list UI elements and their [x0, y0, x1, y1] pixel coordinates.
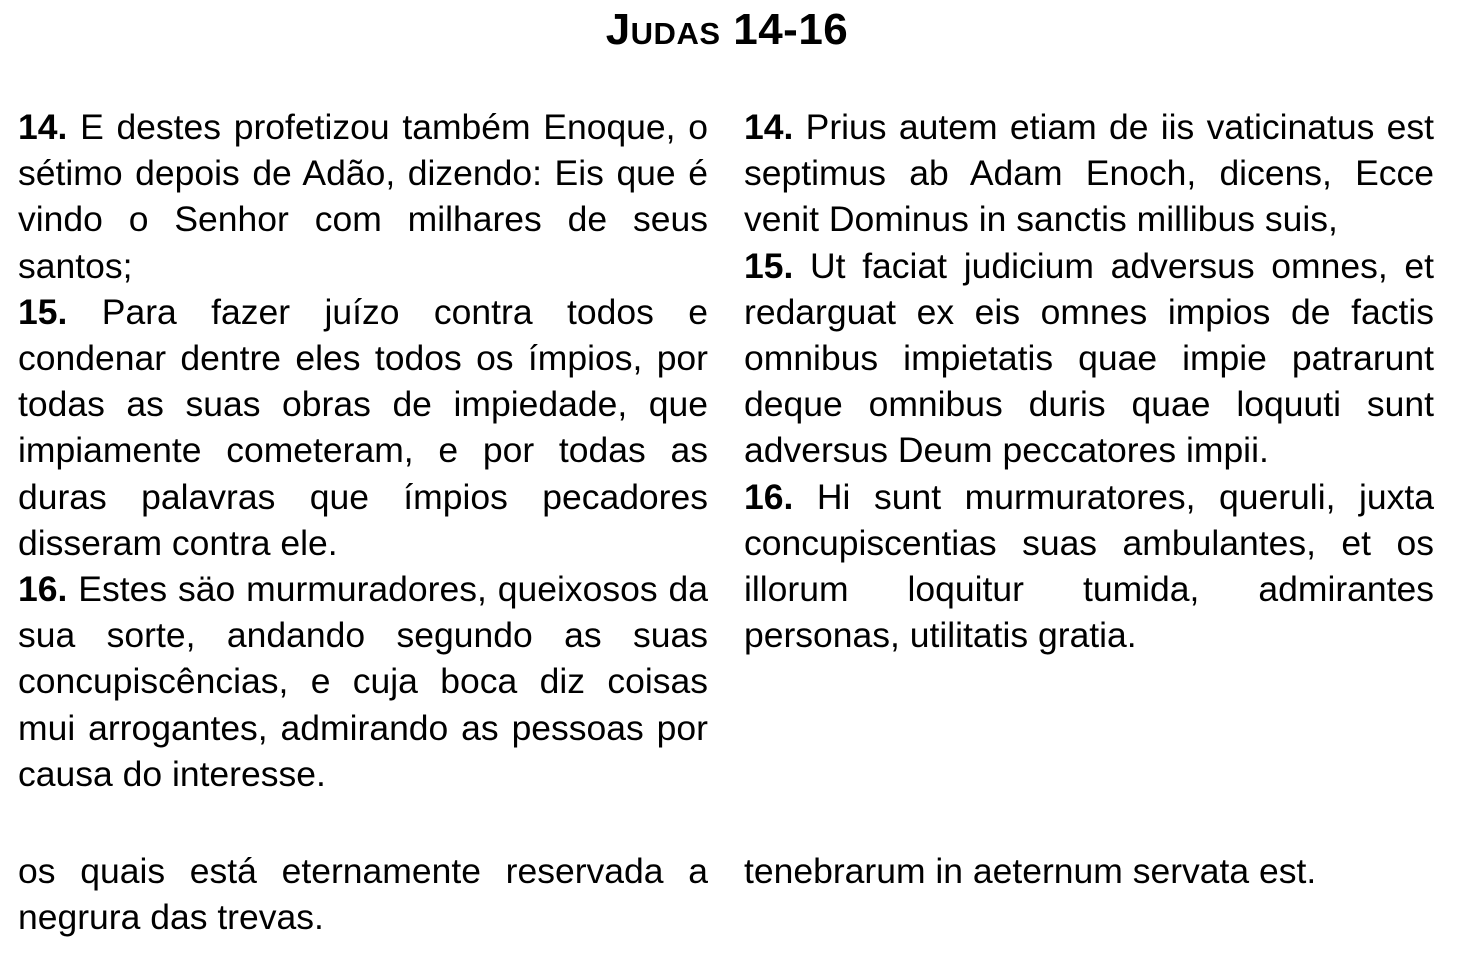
latin-column — [744, 104, 1434, 658]
verse-number: 14. — [18, 107, 68, 147]
verse-text: Hi sunt murmuratores, queruli, juxta concupiscentias suas ambulantes, et os illorum loquitur tumida, admirantes personas, utilitatis gratia. — [744, 476, 1434, 656]
verse-text: E destes profetizou também Enoque, o sétimo depois de Adão, dizendo: Eis que é vindo o Senhor com milhares de seus santos; — [18, 107, 708, 286]
verse-15-portuguese — [18, 289, 708, 566]
verse-number: 16. — [18, 569, 68, 610]
verse-14-portuguese — [18, 104, 708, 289]
verse-number: 15. — [18, 291, 68, 332]
verse-text: Ut faciat judicium adversus omnes, et redarguat ex eis omnes impios de factis omnibus impietatis quae impie patrarunt deque omnibus duris quae loquuti sunt adversus Deum peccatores impii. — [744, 245, 1434, 471]
verse-15-latin — [744, 243, 1434, 474]
verse-16-latin — [744, 474, 1434, 659]
verse-16-portuguese — [18, 566, 708, 797]
verse-text: Estes säo murmuradores, queixosos da sua sorte, andando segundo as suas concupiscências, e cuja boca diz coisas mui arrogantes, admirando as pessoas por causa do interesse. — [18, 569, 708, 794]
continuation-portuguese: os quais está eternamente reservada a negrura das trevas. — [18, 851, 708, 938]
verse-number: 14. — [744, 107, 794, 147]
verse-number: 15. — [744, 245, 794, 286]
verse-text: Prius autem etiam de iis vaticinatus est septimus ab Adam Enoch, dicens, Ecce venit Dominus in sanctis millibus suis, — [744, 107, 1434, 240]
continuation-latin: tenebrarum in aeternum servata est. — [744, 851, 1317, 891]
page-title: Judas 14-16 — [605, 5, 849, 54]
verse-number: 16. — [744, 476, 794, 517]
verse-14-latin — [744, 104, 1434, 243]
portuguese-column — [18, 104, 708, 797]
verse-text: Para fazer juízo contra todos e condenar dentre eles todos os ímpios, por todas as suas obras de impiedade, que impiamente cometeram, e por todas as duras palavras que ímpios pecadores disseram contra ele. — [18, 291, 708, 563]
